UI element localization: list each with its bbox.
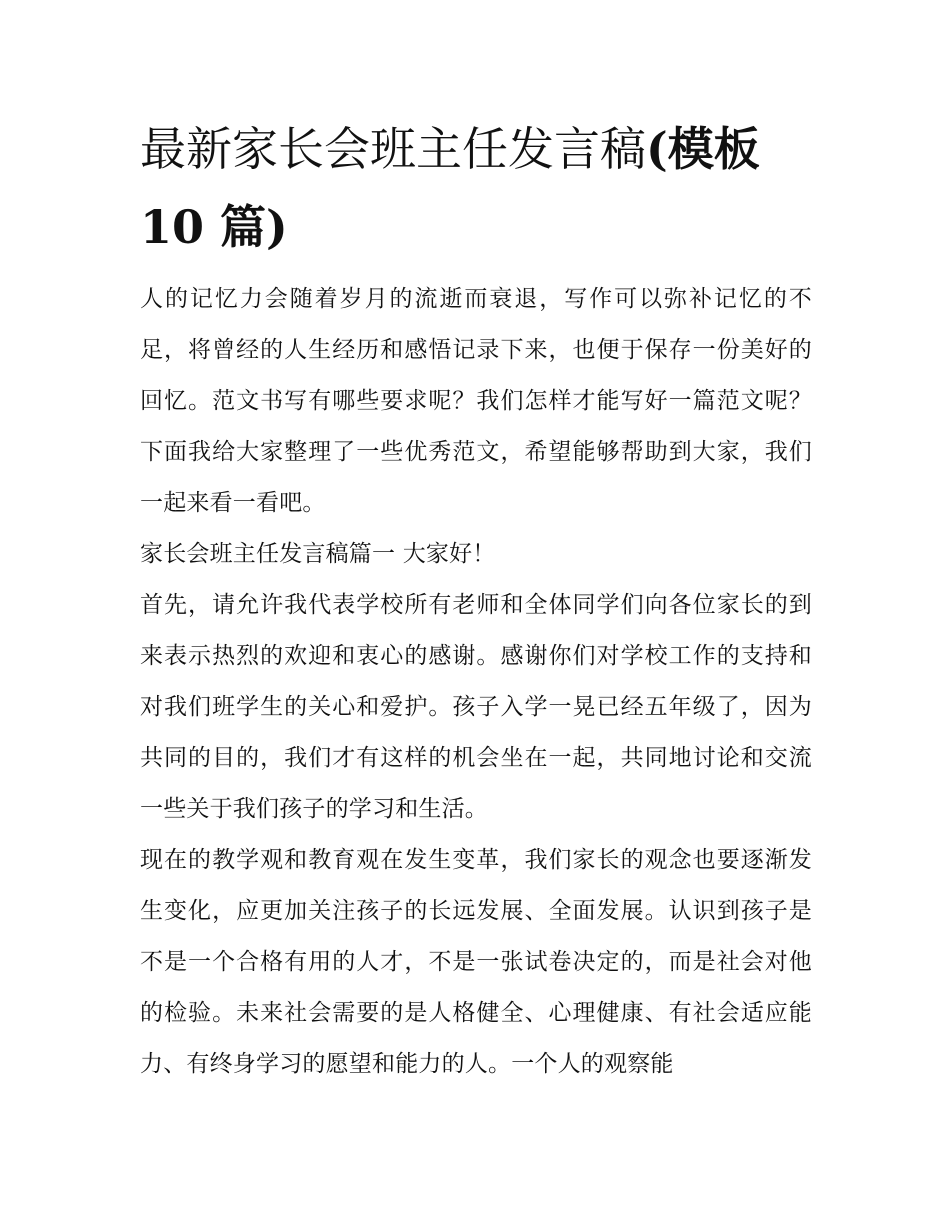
title-main: 最新家长会班主任发言稿: [140, 122, 646, 176]
document-title: [140, 110, 812, 266]
title-suffix: (模板 10 篇): [140, 122, 760, 254]
section-heading-paragraph: 家长会班主任发言稿篇一 大家好！: [140, 541, 496, 567]
body-paragraph-2: 现在的教学观和教育观在发生变革，我们家长的观念也要逐渐发生变化，应更加关注孩子的长远发展、全面发展。认识到孩子是不是一个合格有用的人才，不是一张试卷决定的，而是社会对他的检验。未来社会需要的是人格健全、心理健康、有社会适应能力、有终身学习的愿望和能力的人。一个人的观察能: [140, 847, 812, 1077]
body-paragraph-1: 首先，请允许我代表学校所有老师和全体同学们向各位家长的到来表示热烈的欢迎和衷心的感谢。感谢你们对学校工作的支持和对我们班学生的关心和爱护。孩子入学一晃已经五年级了，因为共同的目的，我们才有这样的机会坐在一起，共同地讨论和交流一些关于我们孩子的学习和生活。: [140, 592, 812, 822]
intro-paragraph: 人的记忆力会随着岁月的流逝而衰退，写作可以弥补记忆的不足，将曾经的人生经历和感悟记录下来，也便于保存一份美好的回忆。范文书写有哪些要求呢？我们怎样才能写好一篇范文呢？下面我给大家整理了一些优秀范文，希望能够帮助到大家，我们一起来看一看吧。: [140, 286, 812, 516]
document-page: [140, 110, 812, 1090]
